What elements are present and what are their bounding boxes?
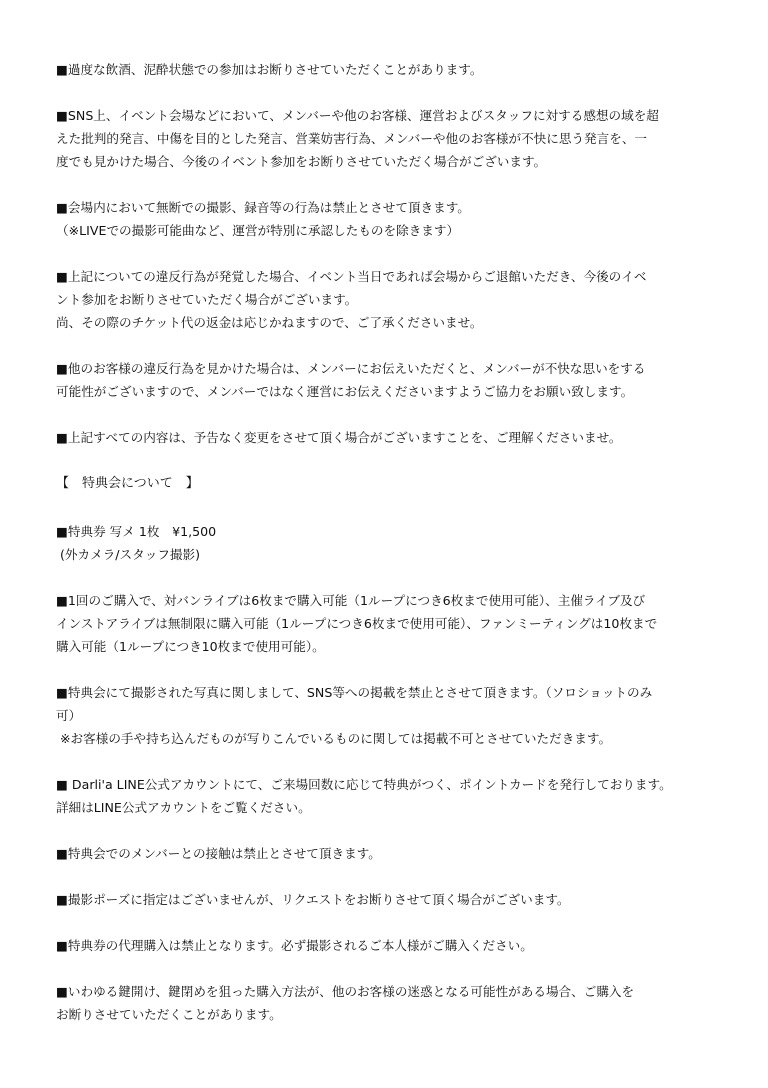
benefit-line: お断りさせていただくことがあります。 (56, 1007, 282, 1022)
note-line: ント参加をお断りさせていただく場合がございます。 (56, 292, 358, 307)
benefit-line: ■特典券の代理購入は禁止となります。必ず撮影されるご本人様がご購入ください。 (56, 938, 533, 953)
benefit-line: 詳細はLINE公式アカウントをご覧ください。 (56, 800, 311, 815)
benefit-item (56, 842, 716, 865)
note-line: 度でも見かけた場合、今後のイベント参加をお断りさせていただく場合がございます。 (56, 154, 547, 169)
benefit-item (56, 589, 716, 658)
benefit-line: ■特典会にて撮影された写真に関しまして、SNS等への掲載を禁止とさせて頂きます。（ソロショットのみ (56, 685, 653, 700)
note-line: （※LIVEでの撮影可能曲など、運営が特別に承認したものを除きます） (56, 223, 460, 238)
note-item (56, 357, 716, 403)
benefit-item (56, 520, 716, 566)
note-item (56, 265, 716, 334)
note-line: えた批判的発言、中傷を目的とした発言、営業妨害行為、メンバーや他のお客様が不快に思う発言を、一 (56, 131, 648, 146)
benefit-item (56, 681, 716, 750)
note-item (56, 196, 716, 242)
benefit-line: ■1回のご購入で、対バンライブは6枚まで購入可能（1ループにつき6枚まで使用可能）、主催ライブ及び (56, 593, 646, 608)
note-line: 尚、その際のチケット代の返金は応じかねますので、ご了承くださいませ。 (56, 315, 483, 330)
note-line: ■過度な飲酒、泥酔状態での参加はお断りさせていただくことがあります。 (56, 62, 483, 77)
benefit-line: 可） (56, 708, 82, 723)
section-heading (56, 472, 716, 495)
note-item (56, 58, 716, 81)
benefit-line: ■ Darli'a LINE公式アカウントにて、ご来場回数に応じて特典がつく、ポイントカードを発行しております。 (56, 777, 672, 792)
benefit-item (56, 980, 716, 1026)
note-line: 可能性がございますので、メンバーではなく運営にお伝えくださいますようご協力をお願い致します。 (56, 384, 634, 399)
benefit-item (56, 934, 716, 957)
document-page (56, 58, 716, 1049)
note-item (56, 426, 716, 449)
benefit-line: ■いわゆる鍵開け、鍵閉めを狙った購入方法が、他のお客様の迷惑となる可能性がある場合、ご購入を (56, 984, 635, 999)
benefit-item (56, 888, 716, 911)
benefit-line: ■特典券 写メ 1枚 ¥1,500 (56, 524, 217, 539)
benefit-line: ■撮影ポーズに指定はございませんが、リクエストをお断りさせて頂く場合がございます。 (56, 892, 570, 907)
note-line: ■上記についての違反行為が発覚した場合、イベント当日であれば会場からご退館いただき、今後のイベ (56, 269, 647, 284)
section-heading-text: 【 特典会について 】 (56, 476, 199, 491)
benefit-line: (外カメラ/スタッフ撮影) (56, 547, 201, 562)
note-line: ■SNS上、イベント会場などにおいて、メンバーや他のお客様、運営およびスタッフに対する感想の域を超 (56, 108, 659, 123)
note-line: ■会場内において無断での撮影、録音等の行為は禁止とさせて頂きます。 (56, 200, 470, 215)
note-line: ■上記すべての内容は、予告なく変更をさせて頂く場合がございますことを、ご理解くださいませ。 (56, 430, 622, 445)
benefit-line: ※お客様の手や持ち込んだものが写りこんでいるものに関しては掲載不可とさせていただきます。 (56, 731, 612, 746)
benefit-line: ■特典会でのメンバーとの接触は禁止とさせて頂きます。 (56, 846, 381, 861)
note-line: ■他のお客様の違反行為を見かけた場合は、メンバーにお伝えいただくと、メンバーが不快な思いをする (56, 361, 646, 376)
note-item (56, 104, 716, 173)
benefit-item (56, 773, 716, 819)
benefit-line: 購入可能（1ループにつき10枚まで使用可能）。 (56, 639, 325, 654)
benefit-line: インストアライブは無制限に購入可能（1ループにつき6枚まで使用可能）、ファンミーティングは10枚まで (56, 616, 658, 631)
